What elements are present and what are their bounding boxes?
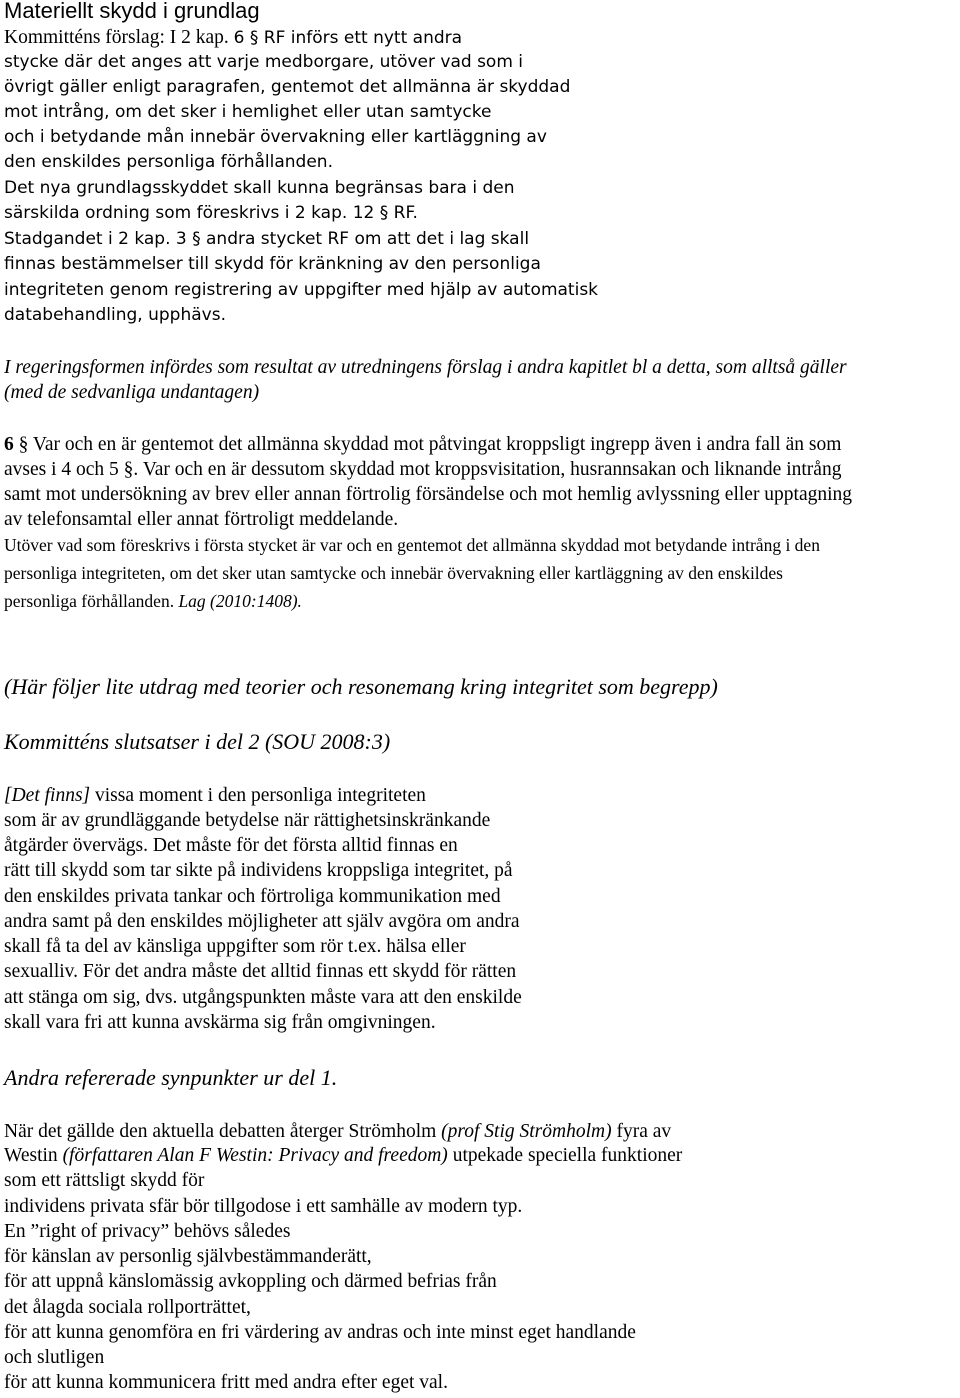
conclusions-line: skall få ta del av känsliga uppgifter som rör t.ex. hälsa eller (4, 936, 466, 957)
conclusions-line: åtgärder övervägs. Det måste för det första alltid finnas en (4, 835, 458, 856)
conclusions-bracket: [Det finns] (4, 785, 91, 806)
intro-text: I regeringsformen infördes som resultat av utredningens förslag i andra kapitlet bl a detta, som alltså gäller (4, 357, 847, 378)
section-6-line (4, 432, 841, 457)
others-line: En ”right of privacy” behövs således (4, 1221, 291, 1242)
conclusions-line: som är av grundläggande betydelse när rättighetsinskränkande (4, 810, 491, 831)
others-text: fyra av (611, 1121, 672, 1142)
proposal-label: Kommitténs förslag: I 2 kap. (4, 27, 234, 48)
section-6-line: personliga integriteten, om det sker utan samtycke och innebär övervakning eller kartläggning av den enskildes (4, 563, 783, 583)
conclusions-line: sexualliv. För det andra måste det alltid finnas ett skydd för rätten (4, 961, 517, 982)
law-reference: Lag (2010:1408). (178, 591, 302, 611)
others-line (4, 1143, 682, 1168)
others-line: individens privata sfär bör tillgodose i ett samhälle av modern typ. (4, 1196, 523, 1217)
others-heading: Andra refererade synpunkter ur del 1. (4, 1065, 338, 1090)
excerpts-heading: (Här följer lite utdrag med teorier och resonemang kring integritet som begrepp) (4, 674, 718, 699)
section-6-line: av telefonsamtal eller annat förtroligt meddelande. (4, 509, 399, 530)
section-text: personliga förhållanden. (4, 591, 179, 611)
proposal-line: mot intrång, om det sker i hemlighet eller utan samtycke (4, 102, 492, 122)
proposal-line: Det nya grundlagsskyddet skall kunna begränsas bara i den (4, 178, 515, 198)
section-6-line: Utöver vad som föreskrivs i första stycket är var och en gentemot det allmänna skyddad mot betydande intrång i den (4, 535, 820, 555)
proposal-line: Stadgandet i 2 kap. 3 § andra stycket RF om att det i lag skall (4, 229, 530, 249)
section-6-line: samt mot undersökning av brev eller annan förtrolig försändelse och mot hemlig avlyssning eller upptagning (4, 484, 853, 505)
others-line: och slutligen (4, 1347, 105, 1368)
section-number: 6 (4, 434, 14, 455)
conclusions-line: den enskildes privata tankar och förtroliga kommunikation med (4, 886, 501, 907)
proposal-line: databehandling, upphävs. (4, 305, 226, 325)
proposal-text: 6 § RF införs ett nytt andra (233, 28, 463, 48)
proposal-line: särskilda ordning som föreskrivs i 2 kap. 12 § RF. (4, 203, 418, 223)
conclusions-line: andra samt på den enskildes möjligheter att själv avgöra om andra (4, 911, 520, 932)
conclusions-text: vissa moment i den personliga integriteten (90, 785, 426, 806)
others-text: utpekade speciella funktioner (447, 1145, 683, 1166)
others-line: det ålagda sociala rollporträttet, (4, 1297, 251, 1318)
others-line: för att uppnå känslomässig avkoppling och därmed befrias från (4, 1271, 497, 1292)
others-line: för känslan av personlig självbestämmanderätt, (4, 1246, 372, 1267)
section-6-line (4, 587, 302, 615)
proposal-line: stycke där det anges att varje medborgare, utöver vad som i (4, 52, 524, 72)
conclusions-line: att stänga om sig, dvs. utgångspunkten måste vara att den enskilde (4, 987, 522, 1008)
conclusions-line: skall vara fri att kunna avskärma sig från omgivningen. (4, 1012, 436, 1033)
others-line: som ett rättsligt skydd för (4, 1170, 205, 1191)
proposal-line: den enskildes personliga förhållanden. (4, 152, 333, 172)
conclusions-line (4, 783, 426, 808)
section-6-line: avses i 4 och 5 §. Var och en är dessutom skyddad mot kroppsvisitation, husrannsakan och liknande intrång (4, 459, 842, 480)
others-text: Westin (4, 1145, 63, 1166)
page-title: Materiellt skydd i grundlag (4, 0, 260, 23)
others-citation: (författaren Alan F Westin: Privacy and freedom) (62, 1145, 448, 1166)
proposal-line: och i betydande mån innebär övervakning eller kartläggning av (4, 127, 547, 147)
others-line: för att kunna kommunicera fritt med andra efter eget val. (4, 1372, 448, 1393)
proposal-line (4, 25, 462, 51)
others-citation: (prof Stig Strömholm) (441, 1121, 612, 1142)
intro-text: (med de sedvanliga undantagen) (4, 382, 260, 403)
others-line: för att kunna genomföra en fri värdering av andras och inte minst eget handlande (4, 1322, 636, 1343)
proposal-line: övrigt gäller enligt paragrafen, gentemot det allmänna är skyddad (4, 77, 571, 97)
conclusions-line: rätt till skydd som tar sikte på individens kroppsliga integritet, på (4, 860, 513, 881)
proposal-line: finnas bestämmelser till skydd för kränkning av den personliga (4, 254, 541, 274)
others-line (4, 1119, 671, 1144)
section-text: § Var och en är gentemot det allmänna skyddad mot påtvingat kroppsligt ingrepp även i andra fall än som (13, 434, 842, 455)
proposal-line: integriteten genom registrering av uppgifter med hjälp av automatisk (4, 280, 599, 300)
others-text: När det gällde den aktuella debatten återger Strömholm (4, 1121, 442, 1142)
conclusions-heading: Kommitténs slutsatser i del 2 (SOU 2008:3) (4, 729, 391, 754)
